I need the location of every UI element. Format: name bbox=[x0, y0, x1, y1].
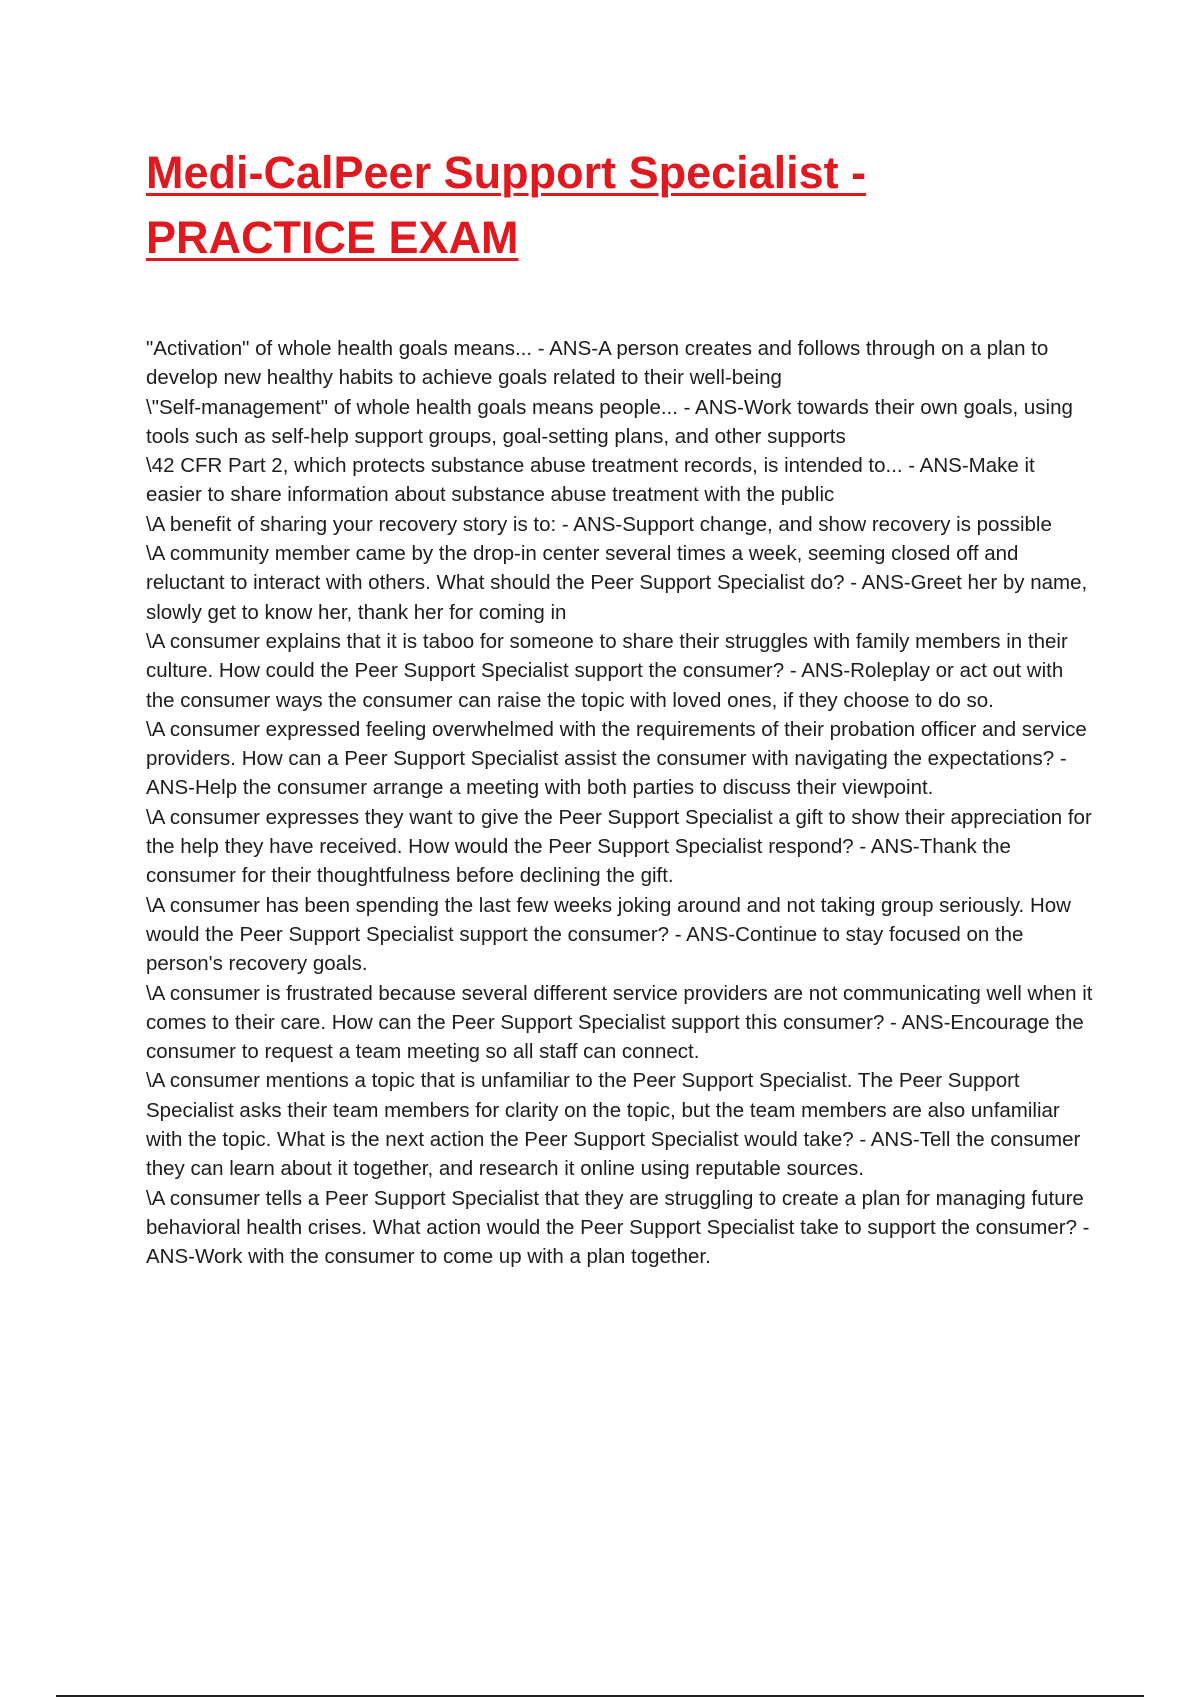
title-line-2: PRACTICE EXAM bbox=[146, 212, 519, 263]
qa-entry: \42 CFR Part 2, which protects substance abuse treatment records, is intended to... - ANS-Make it easier to share information about substance abuse treatment with the public bbox=[146, 454, 1035, 507]
title-line-1: Medi-CalPeer Support Specialist - bbox=[146, 147, 867, 198]
qa-entry: \A consumer explains that it is taboo for someone to share their struggles with family members in their culture. How could the Peer Support Specialist support the consumer? - ANS-Roleplay or act out with the consumer ways the consumer can raise the topic with loved ones, if they choose to do so. bbox=[146, 629, 1068, 712]
qa-entry: \A benefit of sharing your recovery story is to: - ANS-Support change, and show recovery is possible bbox=[146, 512, 1052, 536]
qa-entry: \A consumer has been spending the last few weeks joking around and not taking group seriously. How would the Peer Support Specialist support the consumer? - ANS-Continue to stay focused on the person's recovery goals. bbox=[146, 893, 1071, 976]
footer-divider bbox=[56, 1695, 1144, 1697]
question-list bbox=[146, 334, 1096, 1272]
page-title bbox=[146, 140, 1046, 270]
qa-entry: \A consumer expresses they want to give the Peer Support Specialist a gift to show their appreciation for the help they have received. How would the Peer Support Specialist respond? - ANS-Thank the consumer for their thoughtfulness before declining the gift. bbox=[146, 805, 1092, 888]
qa-entry: \A consumer expressed feeling overwhelmed with the requirements of their probation officer and service providers. How can a Peer Support Specialist assist the consumer with navigating the expectations? - ANS-Help the consumer arrange a meeting with both parties to discuss their viewpoint. bbox=[146, 717, 1087, 800]
qa-entry: "Activation" of whole health goals means... - ANS-A person creates and follows through on a plan to develop new healthy habits to achieve goals related to their well-being bbox=[146, 337, 1049, 390]
qa-entry: \A consumer mentions a topic that is unfamiliar to the Peer Support Specialist. The Peer Support Specialist asks their team members for clarity on the topic, but the team members are also unfamiliar with the topic. What is the next action the Peer Support Specialist would take? - ANS-Tell the consumer they can learn about it together, and research it online using reputable sources. bbox=[146, 1069, 1081, 1181]
qa-entry: \A community member came by the drop-in center several times a week, seeming closed off and reluctant to interact with others. What should the Peer Support Specialist do? - ANS-Greet her by name, slowly get to know her, thank her for coming in bbox=[146, 542, 1088, 624]
qa-entry: \"Self-management" of whole health goals means people... - ANS-Work towards their own goals, using tools such as self-help support groups, goal-setting plans, and other supports bbox=[146, 395, 1073, 448]
qa-entry: \A consumer is frustrated because several different service providers are not communicating well when it comes to their care. How can the Peer Support Specialist support this consumer? - ANS-Encourage the consumer to request a team meeting so all staff can connect. bbox=[146, 981, 1093, 1064]
qa-entry: \A consumer tells a Peer Support Specialist that they are struggling to create a plan for managing future behavioral health crises. What action would the Peer Support Specialist take to support the consumer? - ANS-Work with the consumer to come up with a plan together. bbox=[146, 1186, 1090, 1269]
